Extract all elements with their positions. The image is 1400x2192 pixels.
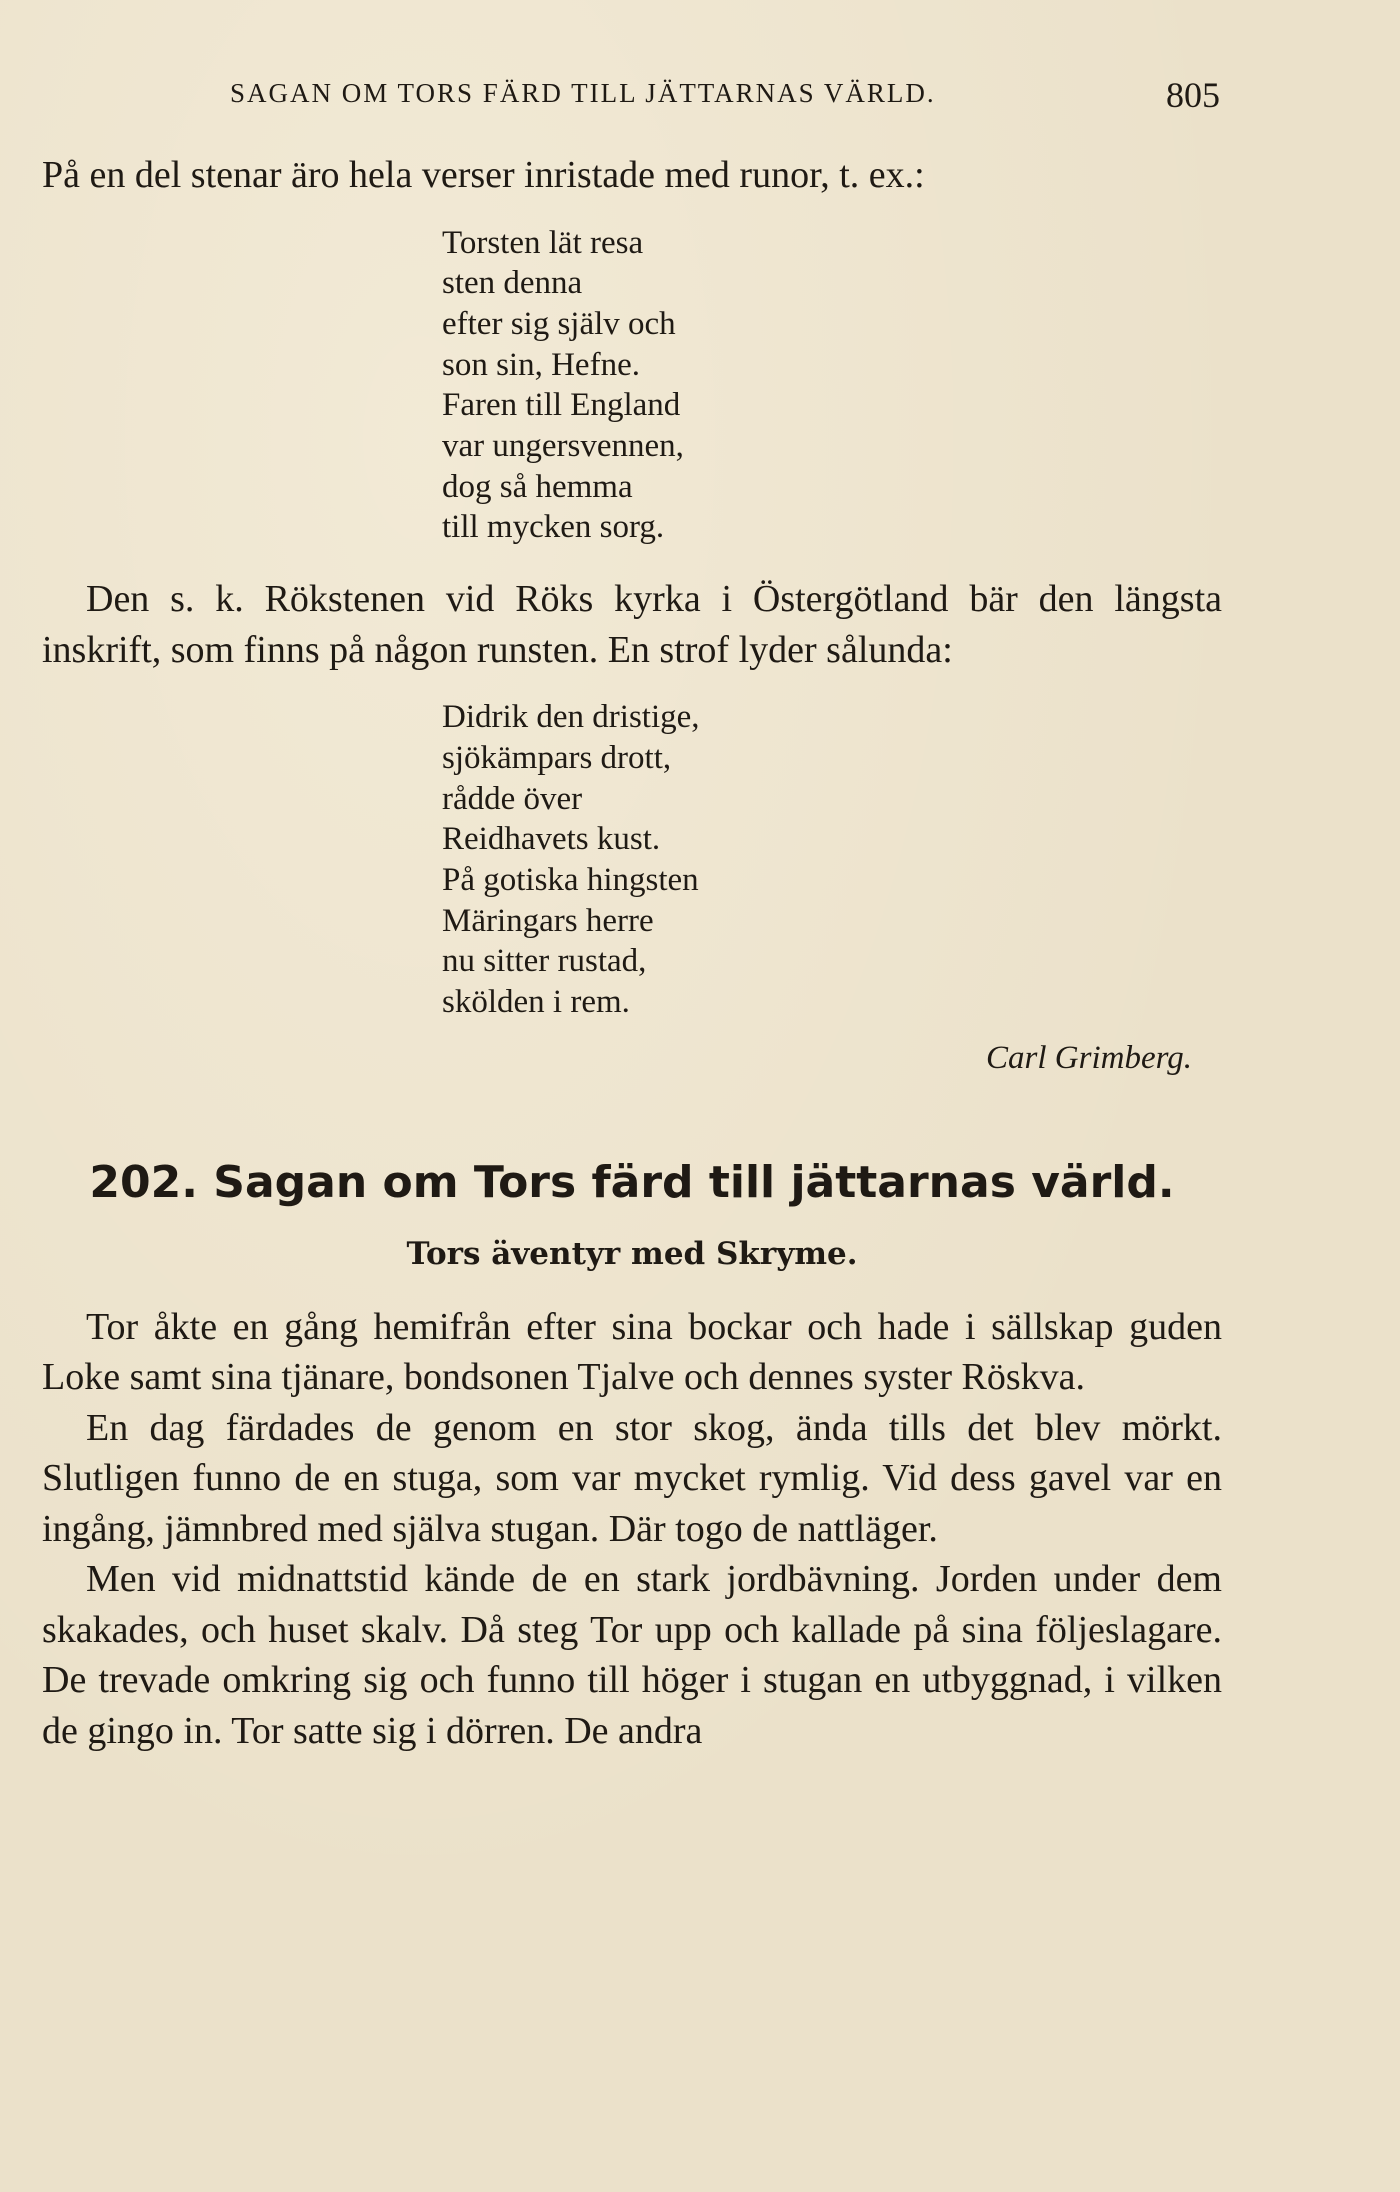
verse-line: sten denna [442,265,583,302]
section-heading [42,1153,1222,1213]
verse-line: rådde över [442,780,583,817]
author-signature: Carl Grimberg. [986,1039,1192,1076]
verse-line: sjökämpars drott, [442,739,672,776]
running-title: SAGAN OM TORS FÄRD TILL JÄTTARNAS VÄRLD. [230,78,936,108]
verse-line: Torsten lät resa [442,224,644,261]
verse-line: son sin, Hefne. [442,346,640,383]
section-title: Sagan om Tors färd till jättarnas värld. [213,1157,1175,1209]
verse-line: nu sitter rustad, [442,943,647,980]
body-paragraph-2: En dag färdades de genom en stor skog, ända tills det blev mörkt. Slutligen funno de en stuga, som var mycket rymlig. Vid dess gavel var en ingång, jämnbred med själva stugan. Där togo de nattläger. [42,1406,1222,1550]
runic-verse-didrik [442,697,1222,1023]
running-header [230,75,1220,115]
intro-paragraph: På en del stenar äro hela verser inristade med runor, t. ex.: [42,154,925,196]
rokstenen-paragraph: Den s. k. Rökstenen vid Röks kyrka i Östergötland bär den längsta inskrift, som finns på någon runsten. En strof lyder sålunda: [42,578,1222,671]
body-paragraph-3: Men vid midnattstid kände de en stark jordbävning. Jorden under dem skakades, och huset skalv. Då steg Tor upp och kallade på sina följeslagare. De trevade omkring sig och funno till höger i stugan en utbyggnad, i vilken de gingo in. Tor satte sig i dörren. De andra [42,1558,1222,1752]
verse-line: var ungersvennen, [442,428,684,465]
verse-line: dog så hemma [442,468,633,505]
page-body [42,150,1222,1756]
verse-line: Märingars herre [442,902,654,939]
verse-line: Reidhavets kust. [442,821,661,858]
verse-line: Faren till England [442,387,681,424]
verse-line: till mycken sorg. [442,509,665,546]
section-subtitle: Tors äventyr med Skryme. [406,1236,858,1273]
verse-line: efter sig själv och [442,305,676,342]
verse-line: Didrik den dristige, [442,699,700,736]
body-paragraph-1: Tor åkte en gång hemifrån efter sina bockar och hade i sällskap guden Loke samt sina tjänare, bondsonen Tjalve och dennes syster Röskva. [42,1305,1222,1399]
verse-line: På gotiska hingsten [442,861,699,898]
runic-verse-torsten [442,223,1222,549]
page-number: 805 [1166,75,1220,115]
section-number: 202. [89,1157,198,1209]
verse-line: skölden i rem. [442,984,630,1021]
